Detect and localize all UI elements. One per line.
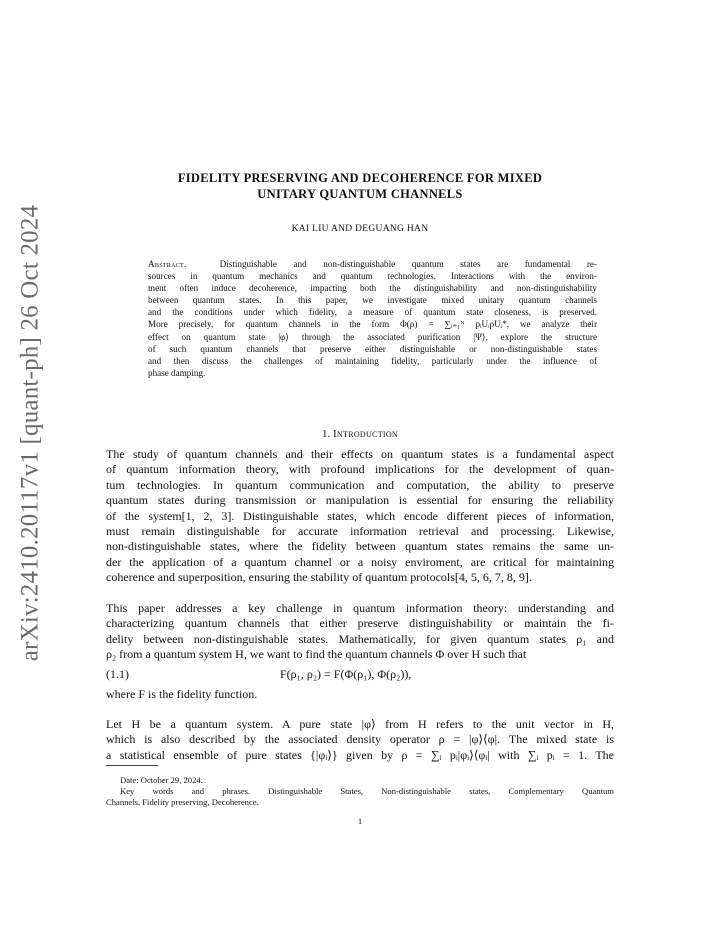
body-line: non-distinguishable states, where the fidelity between quantum states remains the same un-	[106, 539, 614, 554]
body-line: The study of quantum channels and their effects on quantum states is a fundamental aspect	[106, 447, 614, 461]
abstract-line: sources in quantum mechanics and quantum technologies. Interactions with the environ-	[148, 271, 597, 282]
body-line: coherence and superposition, ensuring the stability of quantum protocols[4, 5, 6, 7, 8, 9].	[106, 570, 532, 585]
body-line: quantum states during transmission or manipulation is essential for ensuring the reliability	[106, 493, 614, 508]
authors: KAI LIU AND DEGUANG HAN	[291, 224, 429, 234]
body-line: ρ₂ from a quantum system H, we want to find the quantum channels Φ over H such that	[106, 647, 527, 662]
body-line: tum technologies. In quantum communication and computation, the ability to preserve	[106, 477, 614, 492]
body-line: of the system[1, 2, 3]. Distinguishable states, which encode different pieces of information,	[106, 508, 614, 523]
body-line: where F is the fidelity function.	[106, 687, 258, 701]
footnote-keywords-continued: Channels, Fidelity preserving, Decoherence.	[106, 797, 259, 807]
body-line: Let H be a quantum system. A pure state |φ⟩ from H refers to the unit vector in H,	[106, 717, 614, 731]
abstract-line: between quantum states. In this paper, we investigate mixed unitary quantum channels	[148, 295, 597, 306]
footnotes	[106, 775, 614, 808]
title-line-1: FIDELITY PRESERVING AND DECOHERENCE FOR MIXED	[177, 171, 543, 185]
body-line: a statistical ensemble of pure states {|φᵢ⟩} given by ρ = ∑ᵢ pᵢ|φᵢ⟩⟨φᵢ| with ∑ᵢ pᵢ = 1. The	[106, 747, 614, 762]
body-line: must remain distinguishable for accurate information retrieval and processing. Likewise,	[106, 524, 614, 539]
abstract-heading: Abstract.	[148, 259, 187, 269]
abstract-line: ment often induce decoherence, impacting both the distinguishability and non-distinguishability	[148, 283, 597, 294]
body-line: delity between non-distinguishable states. Mathematically, for given quantum states ρ₁ and	[106, 631, 614, 646]
section-heading	[106, 428, 614, 440]
introduction-paragraph-4	[106, 717, 614, 763]
footnote-keywords: Key words and phrases. Distinguishable States, Non-distinguishable states, Complementary Quantum	[120, 786, 614, 796]
equation-formula: F(ρ₁, ρ₂) = F(Φ(ρ₁), Φ(ρ₂)),	[280, 667, 412, 681]
arxiv-side-stamp	[14, 204, 46, 662]
body-line: of quantum information theory, with profound implications for the development of quan-	[106, 462, 614, 477]
section-number: 1.	[321, 428, 331, 440]
footnote-rule	[106, 765, 158, 766]
introduction-paragraph-1	[106, 447, 614, 586]
title-line-2: UNITARY QUANTUM CHANNELS	[257, 187, 463, 201]
section-title: Introduction	[332, 428, 399, 440]
abstract-line: and then discuss the challenges of maintaining fidelity, particularly under the influence of	[148, 355, 597, 366]
paper-title	[120, 170, 600, 202]
page-number: 1	[357, 816, 363, 826]
abstract-line-text: Distinguishable and non-distinguishable quantum states are fundamental re-	[219, 259, 598, 269]
body-line: characterizing quantum channels that either preserve distinguishability or maintain the fi-	[106, 616, 614, 631]
abstract-line: effect on quantum state |φ⟩ through the associated purification |Ψ⟩, explore the structure	[148, 331, 597, 342]
introduction-paragraph-2	[106, 601, 614, 663]
abstract-line: More precisely, for quantum channels in the form Φ(ρ) = ∑ᵢ₌₁ᴺ pᵢUᵢρUᵢ*, we analyze their	[148, 319, 597, 330]
arxiv-identifier: arXiv:2410.20117v1 [quant-ph] 26 Oct 2024	[16, 204, 44, 662]
body-line: der the application of a quantum channel or a noisy enviroment, are critical for maintaining	[106, 554, 614, 569]
abstract-line: of such quantum channels that preserve either distinguishable or non-distinguishable states	[148, 343, 597, 354]
abstract-line: and the conditions under which fidelity, a measure of quantum state closeness, is preserved.	[148, 307, 597, 318]
abstract-line: phase damping.	[148, 367, 206, 378]
footnote-date: Date: October 29, 2024.	[120, 775, 203, 785]
abstract	[148, 258, 597, 379]
abstract-line	[148, 258, 597, 270]
body-line: which is also described by the associated density operator ρ = |φ⟩⟨φ|. The mixed state is	[106, 732, 614, 747]
body-line: This paper addresses a key challenge in quantum information theory: understanding and	[106, 601, 614, 615]
equation-tag: (1.1)	[106, 667, 129, 681]
introduction-paragraph-3	[106, 687, 614, 702]
equation-1-1	[106, 667, 614, 683]
